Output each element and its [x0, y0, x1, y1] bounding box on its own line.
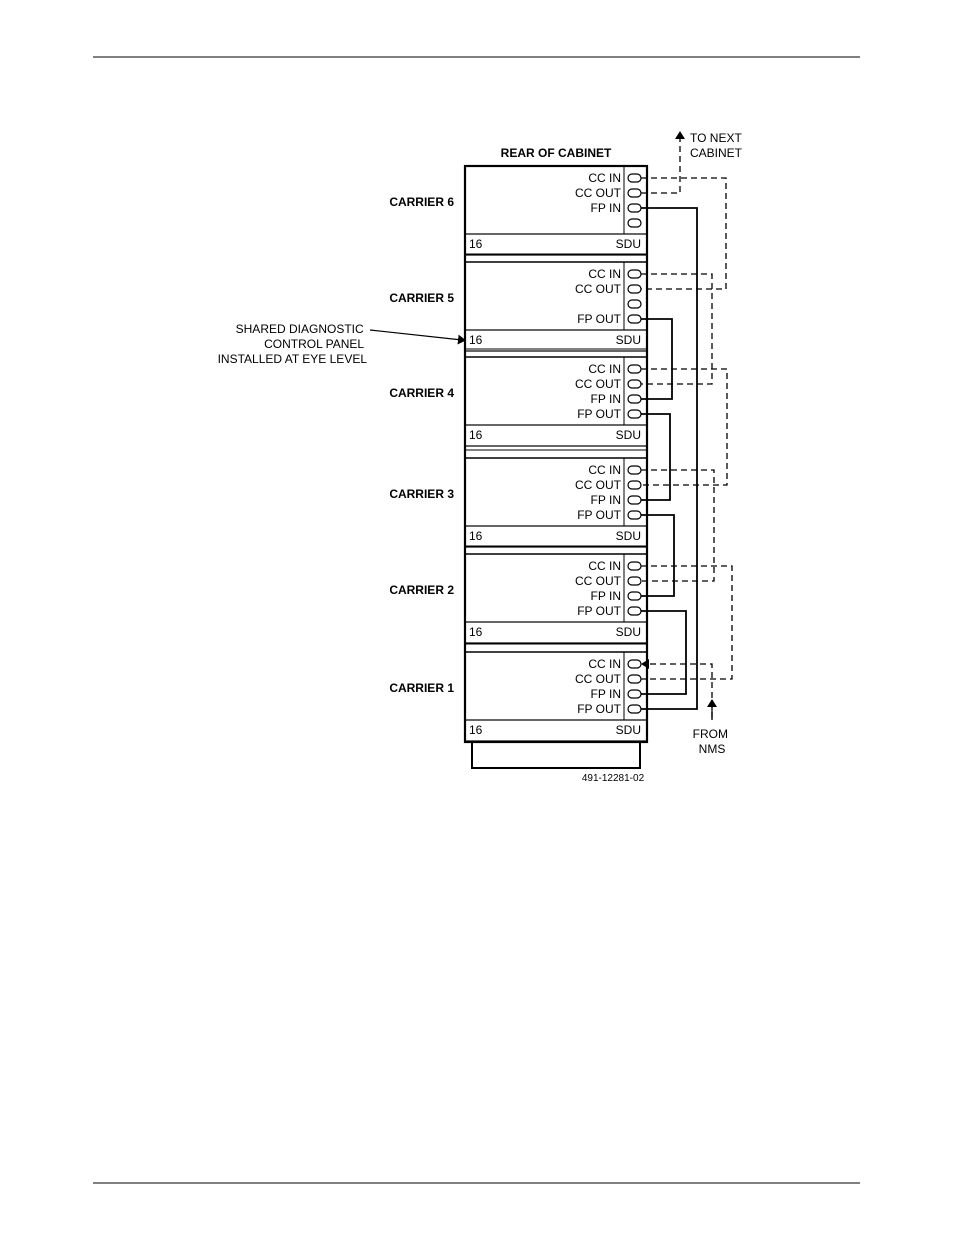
slot-number: 16: [469, 723, 483, 737]
port-label: FP OUT: [577, 407, 621, 421]
connector-icon: [628, 481, 641, 489]
port-cc-in: [588, 657, 641, 671]
sdu-label: SDU: [615, 723, 641, 737]
port-label: FP OUT: [577, 604, 621, 618]
slot-number: 16: [469, 333, 483, 347]
sdu-label: SDU: [615, 333, 641, 347]
slot-number: 16: [469, 625, 483, 639]
carrier-4: [389, 349, 647, 446]
sdu-label: SDU: [615, 428, 641, 442]
fp-cable-c1-out-c6-in: [641, 208, 697, 709]
connector-icon: [628, 562, 641, 570]
port-fp-in: [591, 687, 641, 701]
port-label: FP IN: [590, 687, 621, 701]
port-label: FP OUT: [577, 312, 621, 326]
fp-cable-c4-c3: [641, 414, 670, 500]
port-cc-in: [588, 463, 641, 477]
slot-number: 16: [469, 237, 483, 251]
connector-icon: [628, 395, 641, 403]
connector-icon: [628, 577, 641, 585]
connector-icon: [628, 380, 641, 388]
port-fp-out: [577, 702, 641, 716]
port-label: CC IN: [588, 362, 621, 376]
carrier-label: CARRIER 2: [389, 583, 454, 597]
connector-icon: [628, 660, 641, 668]
from-nms-line-1: FROM: [692, 727, 728, 741]
port-cc-in: [588, 559, 641, 573]
port-label: FP OUT: [577, 702, 621, 716]
port-label: FP IN: [590, 589, 621, 603]
port-spare: [628, 219, 641, 227]
callout-line-1: SHARED DIAGNOSTIC: [235, 322, 364, 336]
port-label: CC IN: [588, 171, 621, 185]
connector-icon: [628, 365, 641, 373]
port-cc-out: [575, 478, 641, 492]
carriers: [389, 166, 647, 741]
fp-cable-c5-c4: [641, 319, 672, 399]
cc-cable-c3-c2: [641, 470, 714, 581]
connector-icon: [628, 466, 641, 474]
connector-icon: [628, 174, 641, 182]
port-cc-out: [575, 672, 641, 686]
connector-icon: [628, 410, 641, 418]
connector-icon: [628, 300, 641, 308]
to-next-cabinet-line-2: CABINET: [690, 146, 743, 160]
port-label: CC OUT: [575, 672, 621, 686]
connector-icon: [628, 204, 641, 212]
port-label: CC OUT: [575, 377, 621, 391]
port-fp-out: [577, 508, 641, 522]
connector-icon: [628, 315, 641, 323]
carrier-label: CARRIER 6: [389, 195, 454, 209]
callout-label: [218, 322, 368, 366]
slot-number: 16: [469, 529, 483, 543]
connector-icon: [628, 705, 641, 713]
callout-line-2: CONTROL PANEL: [264, 337, 364, 351]
port-fp-in: [591, 201, 641, 215]
port-spare: [628, 300, 641, 308]
port-cc-out: [575, 186, 641, 200]
connector-icon: [628, 270, 641, 278]
connector-icon: [628, 496, 641, 504]
port-label: CC IN: [588, 559, 621, 573]
connector-icon: [628, 607, 641, 615]
cabinet-base: [472, 742, 640, 768]
cc-cable-c6-c5: [641, 178, 726, 289]
port-label: CC IN: [588, 463, 621, 477]
from-nms-label: [693, 727, 732, 756]
cc-cable-c5-c4: [641, 274, 712, 384]
callout-line-3: INSTALLED AT EYE LEVEL: [217, 352, 367, 366]
port-cc-in: [588, 267, 641, 281]
carrier-3: [389, 450, 647, 547]
connector-icon: [628, 675, 641, 683]
cables: [641, 135, 732, 720]
figure-id: 491-12281-02: [581, 773, 645, 784]
port-label: FP IN: [590, 201, 621, 215]
port-cc-out: [575, 377, 641, 391]
port-cc-out: [575, 574, 641, 588]
port-fp-out: [577, 604, 641, 618]
callout-leader: [370, 330, 462, 340]
carrier-label: CARRIER 3: [389, 487, 454, 501]
connector-icon: [628, 690, 641, 698]
port-label: CC IN: [588, 267, 621, 281]
slot-number: 16: [469, 428, 483, 442]
port-label: CC OUT: [575, 282, 621, 296]
connector-icon: [628, 285, 641, 293]
connector-icon: [628, 592, 641, 600]
carrier-label: CARRIER 1: [389, 681, 454, 695]
port-fp-in: [591, 493, 641, 507]
port-fp-out: [577, 407, 641, 421]
port-label: FP OUT: [577, 508, 621, 522]
port-fp-in: [591, 392, 641, 406]
port-label: CC OUT: [575, 574, 621, 588]
carrier-label: CARRIER 5: [389, 291, 454, 305]
port-fp-in: [591, 589, 641, 603]
port-fp-out: [577, 312, 641, 326]
diagram-title: REAR OF CABINET: [500, 146, 612, 160]
to-next-cabinet-label: [690, 131, 745, 160]
carrier-6: [389, 166, 647, 255]
sdu-label: SDU: [615, 625, 641, 639]
connector-icon: [628, 219, 641, 227]
port-label: CC OUT: [575, 186, 621, 200]
cc-cable-c4-c3: [641, 369, 727, 485]
to-next-cabinet-line-1: TO NEXT: [690, 131, 742, 145]
port-cc-in: [588, 171, 641, 185]
port-label: CC IN: [588, 657, 621, 671]
sdu-label: SDU: [615, 529, 641, 543]
carrier-2: [389, 546, 647, 643]
connector-icon: [628, 189, 641, 197]
port-cc-out: [575, 282, 641, 296]
from-nms-line-2: NMS: [698, 742, 726, 756]
port-label: CC OUT: [575, 478, 621, 492]
connector-icon: [628, 511, 641, 519]
port-cc-in: [588, 362, 641, 376]
port-label: FP IN: [590, 392, 621, 406]
port-label: FP IN: [590, 493, 621, 507]
sdu-label: SDU: [615, 237, 641, 251]
cabinet-frame: [465, 166, 647, 742]
carrier-label: CARRIER 4: [389, 386, 454, 400]
carrier-1: [389, 644, 647, 741]
